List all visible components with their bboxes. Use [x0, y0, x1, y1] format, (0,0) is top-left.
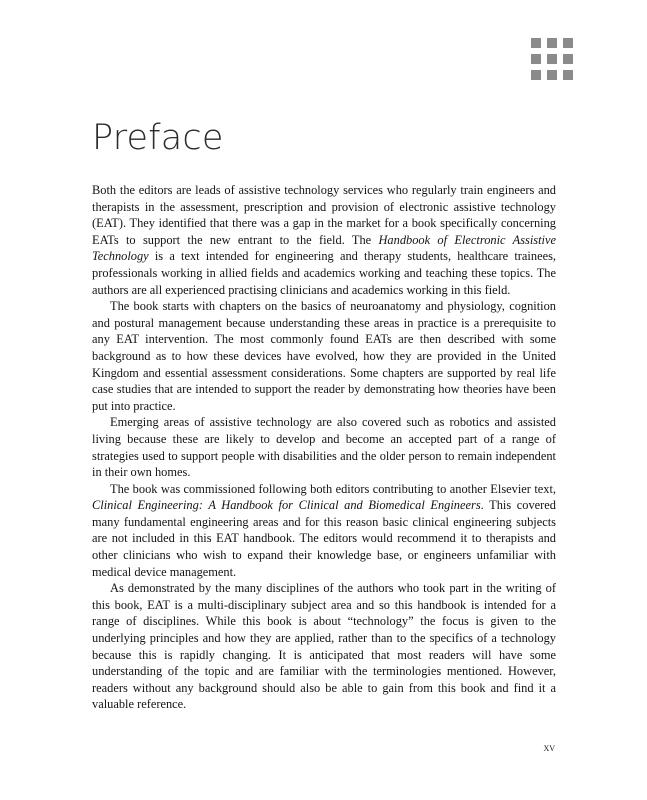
- dot-grid-dot: [563, 70, 573, 80]
- dot-grid-dot: [563, 38, 573, 48]
- paragraph: The book was commissioned following both editors contributing to another Elsevier text, Clinical Engineering: A Handbook for Clinical and Biomedical Engineers. This covered many fundamental engineering areas and for this reason basic clinical engineering subjects are not included in this EAT handbook. The editors would recommend it to therapists and other clinicians who wish to expand their knowledge base, or engineers unfamiliar with medical device management.: [92, 481, 556, 579]
- dot-grid-ornament-icon: [531, 38, 573, 80]
- paragraph: Both the editors are leads of assistive technology services who regularly train engineers and therapists in the assessment, prescription and provision of electronic assistive technology (EAT). They identified that there was a gap in the market for a book specifically concerning EATs to support the new entrant to the field. The Handbook of Electronic Assistive Technology is a text intended for engineering and therapy students, healthcare trainees, professionals working in allied fields and academics working and teaching these topics. The authors are all experienced practising clinicians and academics working in this field.: [92, 183, 556, 297]
- page-title: Preface: [92, 118, 224, 159]
- paragraph: Emerging areas of assistive technology are also covered such as robotics and assisted living because these are likely to develop and become an accepted part of a range of strategies used to support people with disabilities and the older person to remain independent in their own homes.: [92, 415, 556, 480]
- dot-grid-dot: [531, 70, 541, 80]
- dot-grid-dot: [563, 54, 573, 64]
- dot-grid-dot: [531, 38, 541, 48]
- paragraph: The book starts with chapters on the basics of neuroanatomy and physiology, cognition and postural management because understanding these areas in practice is a prerequisite to any EAT intervention. The most commonly found EATs are then described with some background as to how these devices have evolved, how they are provided in the United Kingdom and essential assessment considerations. Some chapters are supported by real life case studies that are intended to support the reader by demonstrating how theories have been put into practice.: [92, 299, 556, 413]
- dot-grid-dot: [547, 38, 557, 48]
- page-number: xv: [543, 742, 555, 754]
- preface-body: [92, 182, 556, 713]
- dot-grid-dot: [547, 70, 557, 80]
- paragraph: As demonstrated by the many disciplines of the authors who took part in the writing of this book, EAT is a multi-disciplinary subject area and so this handbook is intended for a range of disciplines. While this book is about “technology” the focus is given to the underlying principles and how they are applied, rather than to the specifics of a technology because this is rapidly changing. It is anticipated that most readers will have some understanding of the topic and are familiar with the terminologies mentioned. However, readers without any background should also be able to gain from this book and find it a valuable reference.: [92, 581, 556, 712]
- dot-grid-dot: [547, 54, 557, 64]
- dot-grid-dot: [531, 54, 541, 64]
